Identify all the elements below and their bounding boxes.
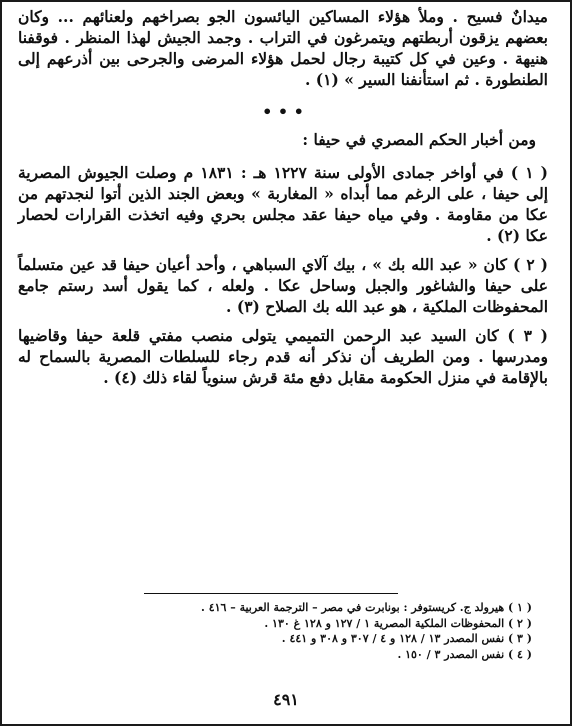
- list-item: ( ٢ ) كان « عبد الله بك » ، بيك آلاي السباهي ، وأحد أعيان حيفا قد عين متسلماً على حيفا والشاغور والجبل وساحل عكا . ولعله ، كما يقول أسد رستم جامع المحفوظات الملكية ، هو عبد الله بك الصلاح (٣) .: [18, 255, 549, 316]
- list-item: ( ١ ) في أواخر جمادى الأولى سنة ١٢٢٧ هـ : ١٨٣١ م وصلت الجيوش المصرية إلى حيفا ، على الرغم مما أبداه « المغاربة » وبعض الجند الذين أتوا لنجدتهم من عكا من مقاومة . وفي مياه حيفا عقد مجلس بحري وفيه اتخذت القرارات لحصار عكا (٢) .: [18, 163, 548, 245]
- list-item: ( ٣ ) كان السيد عبد الرحمن التميمي يتولى منصب مفتي قلعة حيفا وقاضيها ومدرسها . ومن الطريف أن نذكر أنه قدم رجاء للسلطات المصرية بالسماح له بالإقامة في منزل الحكومة مقابل دفع مئة قرش سنوياً لقاء ذلك (٤) .: [18, 326, 549, 387]
- footnotes: [172, 600, 532, 662]
- page-number: ٤٩١: [273, 690, 299, 709]
- opening-paragraph: ميدانٌ فسيح . وملأ هؤلاء المساكين اليائسون الجو بصراخهم ولعنائهم ... وكان بعضهم يزقون أربطتهم ويتمرغون في التراب . وجمد الجيش لهذا المنظر . فوقفنا هنيهة . وعين في كل كتيبة رجال لحمل هؤلاء المرضى والجرحى بين أذرعهم إلى الطنطورة . ثم استأنفنا السير » (١) .: [18, 7, 548, 89]
- section-separator: • • •: [262, 102, 304, 121]
- footnote: ( ١ ) هيرولد ج. كريستوفر : بونابرت في مصر – الترجمة العربية – ٤١٦ .: [201, 601, 532, 614]
- book-page: [18, 6, 548, 396]
- section-intro: ومن أخبار الحكم المصري في حيفا :: [302, 130, 536, 149]
- footnote: ( ٤ ) نفس المصدر ٣ / ١٥٠ .: [397, 647, 532, 661]
- footnote: ( ٣ ) نفس المصدر ١٣ / ١٢٨ و ٤ / ٣٠٧ و ٣٠٨ و ٤٤١ .: [281, 632, 532, 645]
- footnote: ( ٢ ) المحفوظات الملكية المصرية ١ / ١٢٧ و ١٢٨ غ ١٣٠ .: [264, 616, 532, 630]
- footnote-divider: [144, 593, 398, 594]
